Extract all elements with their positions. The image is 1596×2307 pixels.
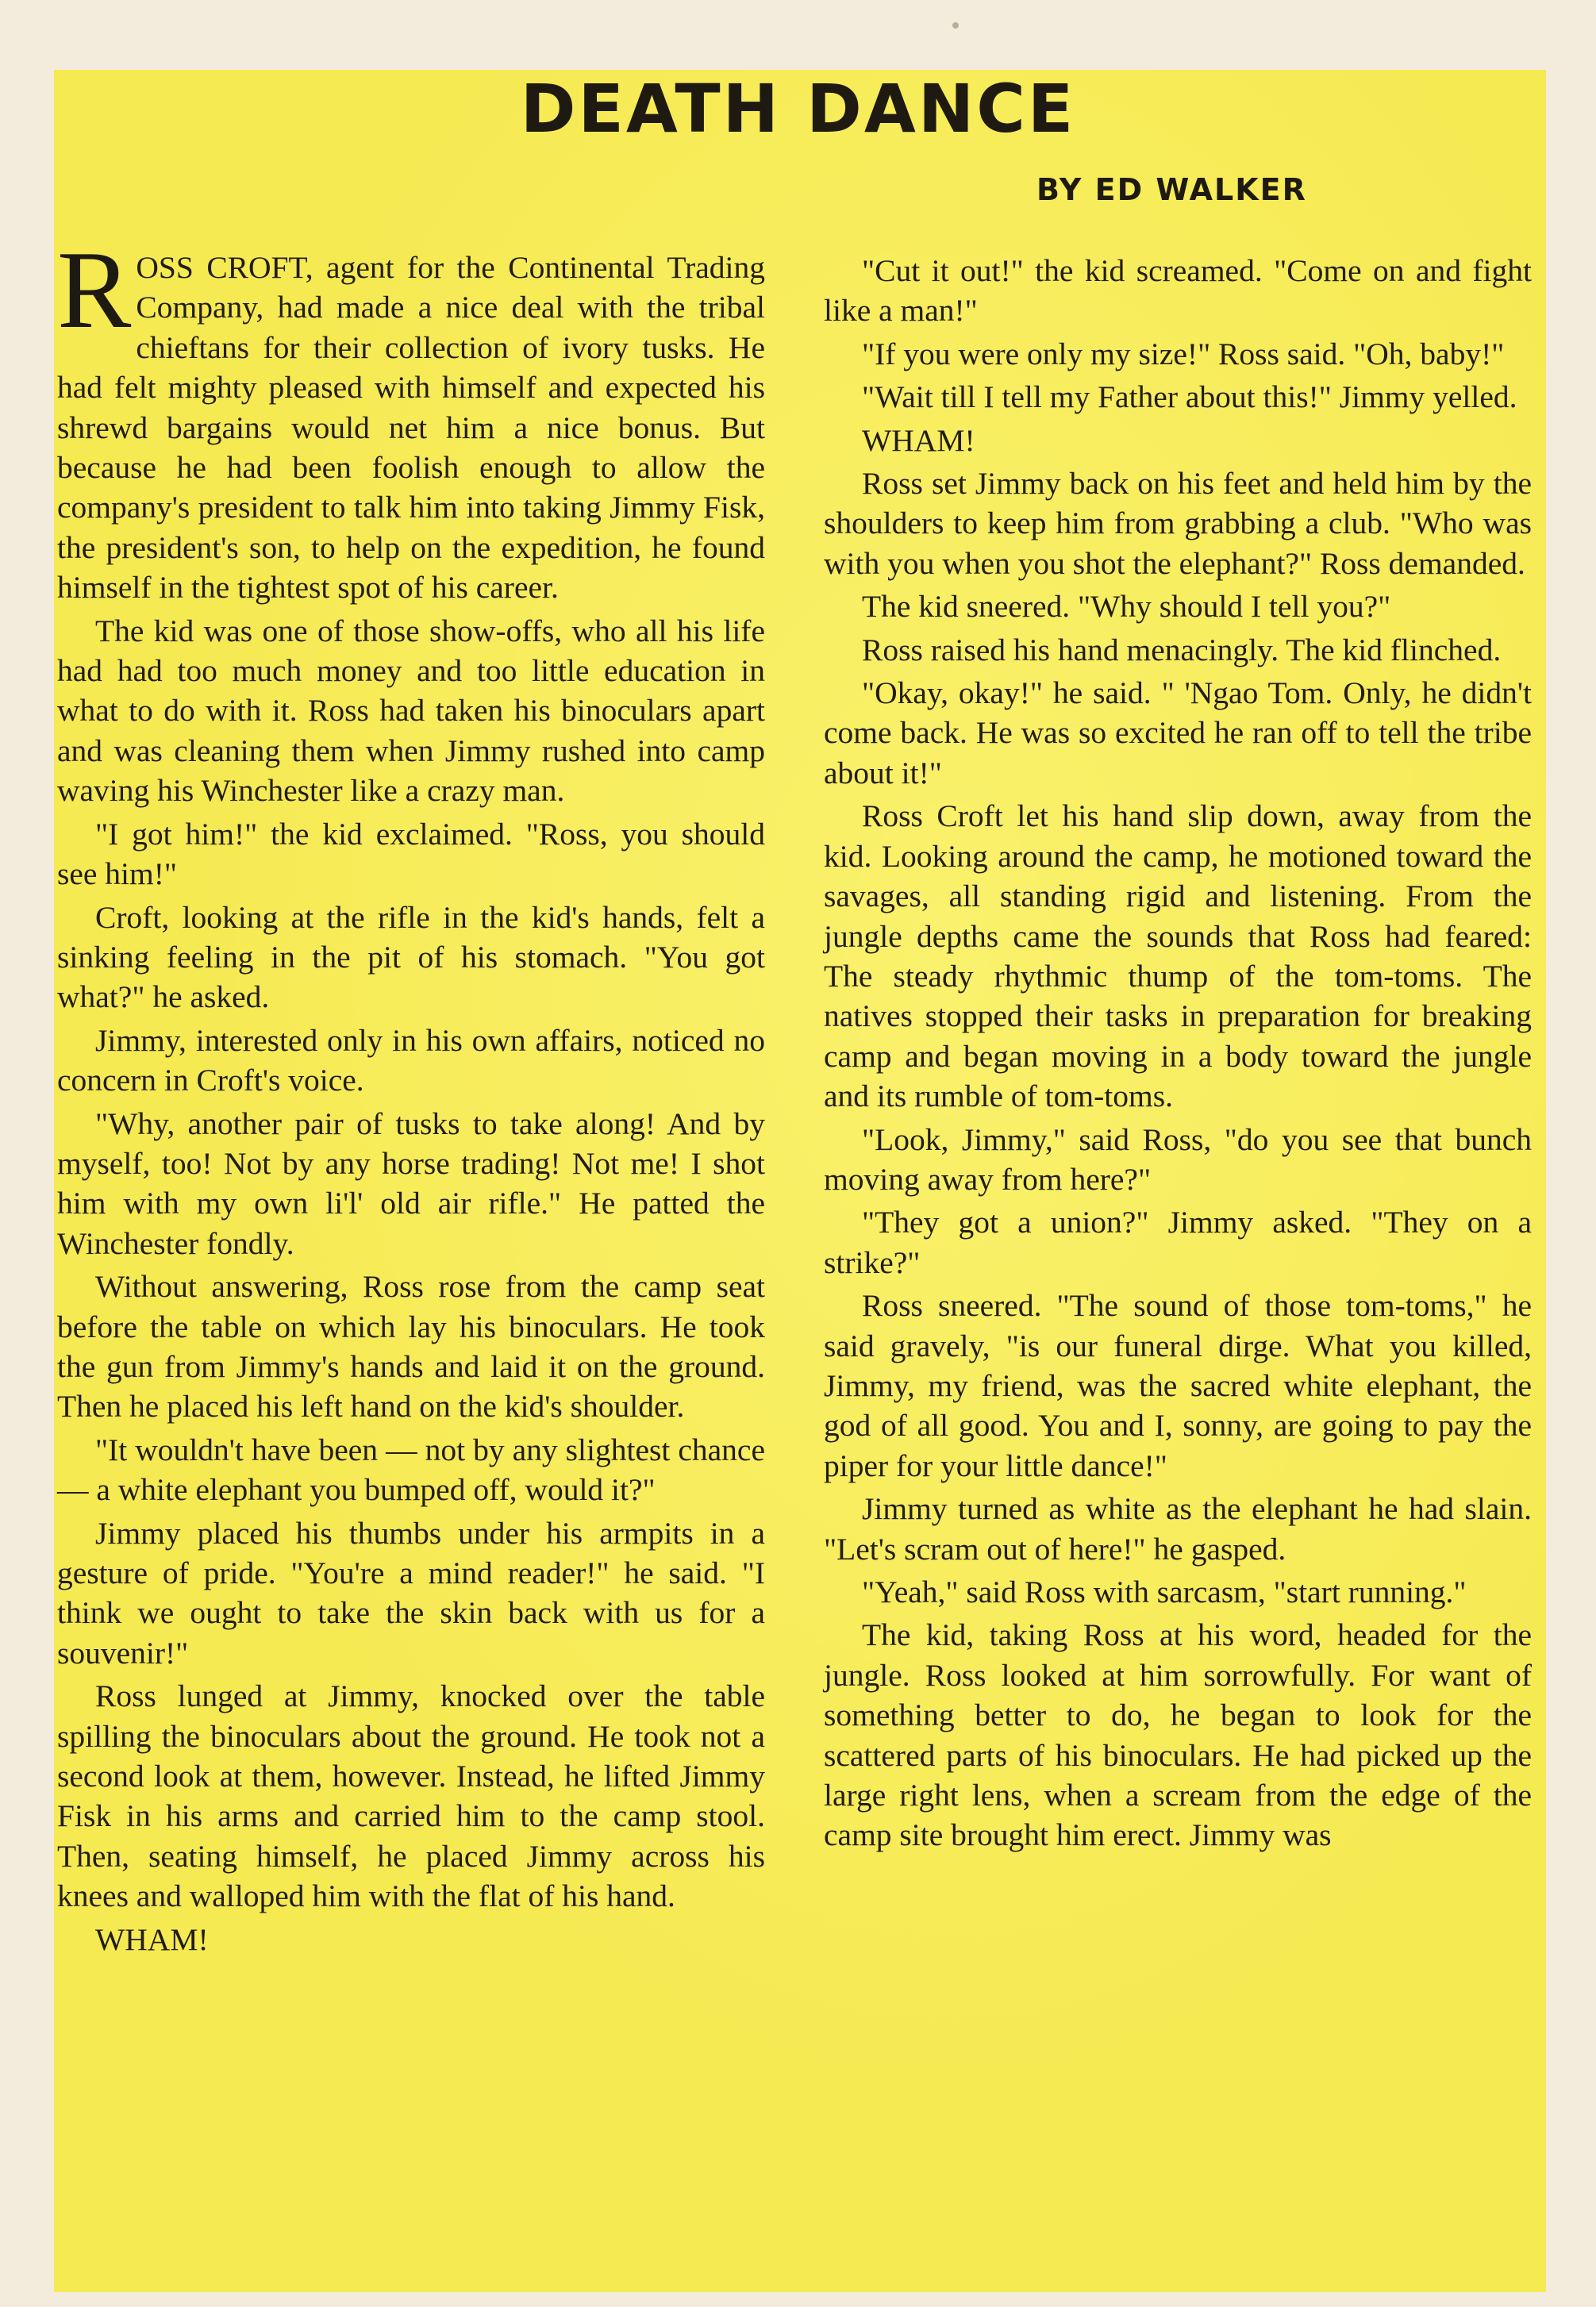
paragraph: "Cut it out!" the kid screamed. "Come on and fight like a man!" — [824, 253, 1532, 329]
paragraph: The kid was one of those show-offs, who all his life had had too much money and too little education in what to do with it. Ross had taken his binoculars apart and was cleaning them when Jimmy rushed into camp waving his Winchester like a crazy man. — [57, 613, 765, 809]
right-column — [824, 251, 1532, 1859]
paragraph: Jimmy, interested only in his own affairs, noticed no concern in Croft's voice. — [57, 1022, 765, 1098]
print-speck — [952, 22, 959, 29]
paragraph: "Wait till I tell my Father about this!" Jimmy yelled. — [862, 379, 1517, 415]
paragraph: Ross set Jimmy back on his feet and held him by the shoulders to keep him from grabbing a club. "Who was with you when you shot the elephant?" Ross demanded. — [824, 466, 1532, 581]
drop-cap: R — [57, 229, 132, 352]
paragraph: Without answering, Ross rose from the camp seat before the table on which lay his binoculars. He took the gun from Jimmy's hands and laid it on the ground. Then he placed his left hand on the kid's shoulder. — [57, 1269, 765, 1425]
paragraph: "Yeah," said Ross with sarcasm, "start running." — [862, 1575, 1467, 1609]
paragraph: Jimmy placed his thumbs under his armpits in a gesture of pride. "You're a mind reader!" he said. "I think we ought to take the skin back with us for a souvenir!" — [57, 1515, 765, 1671]
paragraph: The kid sneered. "Why should I tell you?" — [862, 589, 1391, 625]
paragraph: Ross Croft let his hand slip down, away from the kid. Looking around the camp, he motioned toward the savages, all standing rigid and listening. From the jungle depths came the sounds that Ross had feared: The steady rhythmic thump of the tom-toms. The natives stopped their tasks in preparation for breaking camp and began moving in a body toward the jungle and its rumble of tom-toms. — [824, 798, 1532, 1114]
story-title: DEATH DANCE — [520, 70, 1076, 148]
paragraph: "If you were only my size!" Ross said. "Oh, baby!" — [862, 336, 1505, 371]
paragraph: "It wouldn't have been — not by any slightest chance — a white elephant you bumped off, would it?" — [57, 1432, 765, 1508]
sound-effect-wham: WHAM! — [862, 422, 975, 458]
paragraph — [57, 229, 765, 608]
paragraph: Jimmy turned as white as the elephant he had slain. "Let's scram out of here!" he gasped. — [824, 1491, 1532, 1567]
paragraph: Ross raised his hand menacingly. The kid flinched. — [862, 632, 1502, 667]
paragraph: "Why, another pair of tusks to take along! And by myself, too! Not by any horse trading! Not me! I shot him with my own li'l' old air rifle." He patted the Winchester fondly. — [57, 1105, 765, 1261]
paragraph: "Okay, okay!" he said. " 'Ngao Tom. Only, he didn't come back. He was so excited he ran off to tell the tribe about it!" — [824, 675, 1532, 790]
paragraph: Ross lunged at Jimmy, knocked over the table spilling the binoculars about the ground. He took not a second look at them, however. Instead, he lifted Jimmy Fisk in his arms and carried him to the camp stool. Then, seating himself, he placed Jimmy across his knees and walloped him with the flat of his hand. — [57, 1678, 765, 1914]
paragraph: "Look, Jimmy," said Ross, "do you see that bunch moving away from here?" — [824, 1121, 1532, 1197]
paragraph: Croft, looking at the rifle in the kid's hands, felt a sinking feeling in the pit of his stomach. "You got what?" he asked. — [57, 899, 765, 1015]
paragraph: Ross sneered. "The sound of those tom-toms," he said gravely, "is our funeral dirge. What you killed, Jimmy, my friend, was the sacred white elephant, the god of all good. You and I, sonny, are going to pay the piper for your little dance!" — [824, 1288, 1532, 1483]
paragraph: "I got him!" the kid exclaimed. "Ross, you should see him!" — [57, 816, 765, 892]
paragraph: The kid, taking Ross at his word, headed for the jungle. Ross looked at him sorrowfully. For want of something better to do, he began to look for the scattered parts of his binoculars. He had picked up the large right lens, when a scream from the edge of the camp site brought him erect. Jimmy was — [824, 1617, 1532, 1853]
paragraph-text: OSS CROFT, agent for the Continental Trading Company, had made a nice deal with the tribal chieftans for their collection of ivory tusks. He had felt mighty pleased with himself and expected his shrewd bargains would net him a nice bonus. But because he had been foolish enough to allow the company's president to talk him into taking Jimmy Fisk, the president's son, to help on the expedition, he found himself in the tightest spot of his career. — [57, 250, 765, 606]
left-column — [57, 229, 765, 1963]
paragraph: "They got a union?" Jimmy asked. "They on a strike?" — [824, 1205, 1532, 1280]
sound-effect-wham: WHAM! — [95, 1921, 209, 1957]
story-byline: BY ED WALKER — [1036, 172, 1307, 207]
